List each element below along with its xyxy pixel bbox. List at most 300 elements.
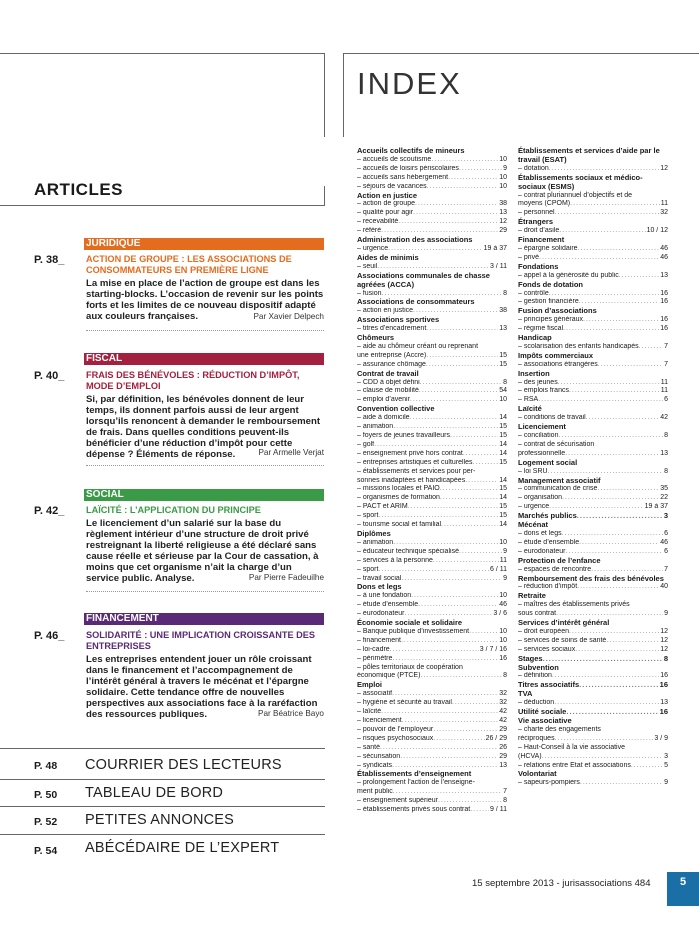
index-entry-label: – gestion financière xyxy=(518,298,579,306)
index-page-ref[interactable]: 10 xyxy=(499,173,507,181)
index-entry-label: – urgence xyxy=(357,244,389,252)
index-leader-dots xyxy=(473,459,499,468)
index-page-ref[interactable]: 5 xyxy=(664,761,668,769)
index-page-ref[interactable]: 16 xyxy=(499,654,507,662)
index-entry-label: – eurodonateur xyxy=(357,610,405,618)
index-entry xyxy=(518,200,668,209)
index-entry xyxy=(518,290,668,299)
index-entry-label: – foyers de jeunes travailleurs xyxy=(357,432,450,439)
article-author: Par Béatrice Bayo xyxy=(258,709,324,718)
index-page-ref[interactable]: 14 xyxy=(499,521,507,529)
index-entry xyxy=(357,432,507,441)
article-page-ref[interactable]: P. 46_ xyxy=(34,630,65,642)
index-page-ref[interactable]: 11 xyxy=(660,200,668,208)
index-page-ref[interactable]: 46 xyxy=(660,538,668,546)
index-entry-label: – missions locales et PAIO xyxy=(357,485,440,493)
index-entry-label: moyens (CPOM) xyxy=(518,200,571,208)
index-heading: Protection de l’enfance xyxy=(518,555,601,565)
index-leader-dots xyxy=(559,227,645,236)
index-page-ref[interactable]: 3 xyxy=(664,752,668,760)
index-entry xyxy=(357,699,507,708)
index-entry-label: – organisation xyxy=(518,494,562,502)
index-page-ref[interactable]: 32 xyxy=(660,209,668,217)
index-page-ref[interactable]: 22 xyxy=(660,494,668,502)
index-page-ref[interactable]: 3 / 7 / 16 xyxy=(479,645,507,653)
articles-title: ARTICLES xyxy=(34,180,123,199)
index-entry xyxy=(518,387,668,396)
index-page-ref[interactable]: 15 xyxy=(499,485,507,493)
index-page-ref[interactable]: 7 xyxy=(664,342,668,350)
index-page-ref[interactable]: 8 xyxy=(664,432,668,439)
index-entry-label: – laïcité xyxy=(357,708,382,716)
index-entry-label: – dons et legs xyxy=(518,529,562,537)
article-page-ref[interactable]: P. 40_ xyxy=(34,370,65,382)
index-leader-dots xyxy=(580,779,663,788)
index-page-ref[interactable]: 16 xyxy=(660,298,668,306)
rubrique-page-ref[interactable]: P. 48 xyxy=(34,760,58,772)
index-heading: Logement social xyxy=(518,457,578,467)
index-leader-dots xyxy=(459,548,502,557)
index-entry xyxy=(357,379,507,388)
index-page-ref[interactable]: 16 xyxy=(660,289,668,297)
index-page-ref[interactable]: 42 xyxy=(660,414,668,422)
index-page-ref[interactable]: 15 xyxy=(499,458,507,466)
index-heading: Volontariat xyxy=(518,769,557,779)
index-entry xyxy=(357,708,507,717)
article-title[interactable]: ACTION DE GROUPE : LES ASSOCIATIONS DE CONSOMMATEURS EN PREMIÈRE LIGNE xyxy=(86,254,292,275)
index-page-ref[interactable]: 9 / 11 xyxy=(490,806,507,814)
articles-divider-tick xyxy=(324,186,325,206)
index-heading: Associations sportives xyxy=(357,315,440,325)
index-entry-label: – enseignement privé hors contrat xyxy=(357,449,463,457)
index-entry-label: – référé xyxy=(357,227,382,235)
index-leader-dots xyxy=(398,218,498,227)
index-leader-dots xyxy=(577,512,663,521)
index-page-ref[interactable]: 15 xyxy=(499,503,507,511)
index-entry-line: – aide au chômeur créant ou reprenant xyxy=(357,342,479,350)
rubrique-page-ref[interactable]: P. 52 xyxy=(34,816,58,828)
index-entry-line: – contrat pluriannuel d’objectifs et de xyxy=(518,191,633,199)
index-leader-dots xyxy=(410,414,499,423)
index-page-ref[interactable]: 11 xyxy=(660,387,668,395)
index-entry-label: réciproques xyxy=(518,734,555,742)
index-leader-dots xyxy=(390,646,479,655)
index-entry xyxy=(357,646,507,655)
index-entry-label: – éducateur technique spécialisé xyxy=(357,547,459,555)
top-left-frame xyxy=(0,53,325,137)
index-entry-label: – relations entre État et associations xyxy=(518,761,631,769)
index-page-ref[interactable]: 6 xyxy=(664,547,668,555)
rubrique-title[interactable]: TABLEAU DE BORD xyxy=(85,785,224,801)
index-entry xyxy=(357,512,507,521)
index-page-ref[interactable]: 10 xyxy=(499,538,507,546)
index-page-ref[interactable]: 38 xyxy=(499,307,507,315)
index-entry-label: – licenciement xyxy=(357,717,402,724)
index-entry-label: – services sociaux xyxy=(518,645,576,653)
index-page-ref[interactable]: 14 xyxy=(499,494,507,502)
index-page-ref[interactable]: 46 xyxy=(499,601,507,609)
rubrique-divider xyxy=(0,748,325,749)
section-label-social: SOCIAL xyxy=(84,489,324,501)
rubrique-divider xyxy=(0,779,325,780)
index-page-ref[interactable]: 16 xyxy=(659,681,668,690)
article-author: Par Xavier Delpech xyxy=(253,312,324,321)
index-entry-label: – aide à domicile xyxy=(357,414,410,422)
index-title: INDEX xyxy=(357,66,462,101)
index-page-ref[interactable]: 8 xyxy=(663,654,668,663)
index-leader-dots xyxy=(381,708,498,717)
index-page-ref[interactable]: 13 xyxy=(660,699,668,707)
index-page-ref[interactable]: 10 xyxy=(499,155,507,163)
index-page-ref[interactable]: 35 xyxy=(660,485,668,493)
index-page-ref[interactable]: 3 xyxy=(663,512,668,521)
index-leader-dots xyxy=(575,646,659,655)
index-leader-dots xyxy=(431,156,498,165)
index-leader-dots xyxy=(440,494,498,503)
index-entry xyxy=(357,494,507,503)
index-entry-label: – action en justice xyxy=(357,307,414,315)
index-page-ref[interactable]: 6 / 11 xyxy=(490,565,507,573)
index-leader-dots xyxy=(401,575,502,584)
index-heading: Laïcité xyxy=(518,404,542,414)
index-page-ref[interactable]: 29 xyxy=(499,752,507,760)
index-page-ref[interactable]: 42 xyxy=(499,708,507,716)
index-page-ref[interactable]: 14 xyxy=(499,476,507,484)
index-leader-dots xyxy=(569,387,660,396)
index-page-ref[interactable]: 11 xyxy=(499,556,507,564)
index-page-ref[interactable]: 15 xyxy=(499,351,507,359)
index-leader-dots xyxy=(538,396,663,405)
index-entry-label: – assurance chômage xyxy=(357,360,426,368)
index-entry xyxy=(357,387,507,396)
index-page-ref[interactable]: 12 xyxy=(660,164,668,172)
index-page-ref[interactable]: 13 xyxy=(499,761,507,769)
index-leader-dots xyxy=(419,387,498,396)
article-page-ref[interactable]: P. 42_ xyxy=(34,505,65,517)
index-entry-label: – personnel xyxy=(518,209,555,217)
index-entry-label: – clause de mobilité xyxy=(357,387,419,395)
rubrique-title[interactable]: PETITES ANNONCES xyxy=(85,812,235,828)
index-entry-label: – recevabilité xyxy=(357,218,399,226)
index-leader-dots xyxy=(408,503,499,512)
index-entry xyxy=(357,200,507,209)
index-leader-dots xyxy=(542,753,664,762)
index-page-ref[interactable]: 46 xyxy=(660,244,668,252)
index-entry xyxy=(357,557,507,566)
index-heading: Vie associative xyxy=(518,716,572,725)
index-page-ref[interactable]: 13 xyxy=(660,449,668,457)
index-entry-label: – appel à la générosité du public xyxy=(518,271,619,279)
index-page-ref[interactable]: 10 xyxy=(499,592,507,600)
index-leader-dots xyxy=(566,708,658,717)
index-entry-label: – tourisme social et familial xyxy=(357,521,442,529)
index-page-ref[interactable]: 12 xyxy=(499,218,507,226)
index-leader-dots xyxy=(578,245,660,254)
index-leader-dots xyxy=(558,432,663,441)
index-entry-label: – des jeunes xyxy=(518,378,558,386)
index-page-ref[interactable]: 7 xyxy=(503,788,507,796)
index-entry-label: – travail social xyxy=(357,574,402,582)
index-heading: Financement xyxy=(518,235,565,245)
index-page-ref[interactable]: 15 xyxy=(499,423,507,431)
index-page-ref[interactable]: 29 xyxy=(499,725,507,733)
index-leader-dots xyxy=(420,672,502,681)
index-entry-label: – séjours de vacances xyxy=(357,182,427,190)
index-leader-dots xyxy=(433,557,499,566)
index-entry xyxy=(357,797,507,806)
index-page-ref[interactable]: 10 xyxy=(499,627,507,635)
index-page-ref[interactable]: 9 xyxy=(503,547,507,555)
index-entry-label: – accueils de scoutisme xyxy=(357,155,432,163)
index-page-ref[interactable]: 8 xyxy=(664,467,668,475)
index-page-ref[interactable]: 10 / 12 xyxy=(646,227,668,235)
index-page-ref[interactable]: 9 xyxy=(503,164,507,172)
index-page-ref[interactable]: 10 xyxy=(499,396,507,404)
index-leader-dots xyxy=(441,521,498,530)
index-entry xyxy=(357,788,507,797)
index-entry xyxy=(357,414,507,423)
index-page-ref[interactable]: 19 à 37 xyxy=(644,503,668,511)
index-entry xyxy=(357,592,507,601)
index-leader-dots xyxy=(393,539,498,548)
article-summary: Les entreprises entendent jouer un rôle croissant dans le financement et l’accompagnement de l’intérêt général à travers le mécénat et l’épargne solidaire. Cette tendance offre de nouvelles perspectives aux associations face à la raréfaction des ressources publiques. xyxy=(86,654,318,720)
index-entry-label: ment public xyxy=(357,788,393,796)
index-heading: Fondations xyxy=(518,261,559,271)
index-page-ref[interactable]: 7 xyxy=(664,565,668,573)
index-leader-dots xyxy=(393,788,502,797)
index-leader-dots xyxy=(583,316,659,325)
index-page-ref[interactable]: 54 xyxy=(499,387,507,395)
index-page-ref[interactable]: 14 xyxy=(499,440,507,448)
index-entry-label: – réduction d’impôt xyxy=(518,583,578,591)
index-heading: Fusion d’associations xyxy=(518,306,597,316)
index-entry-line: – établissements et services pour per- xyxy=(357,467,476,475)
article-summary: La mise en place de l’action de groupe est dans les starting-blocks. L’occasion de revenir sur les points forts et les limites de ce nouveau dispositif adapté aux couleurs françaises. xyxy=(86,278,324,322)
index-page-ref[interactable]: 10 xyxy=(499,182,507,190)
index-page-ref[interactable]: 7 xyxy=(664,360,668,368)
index-leader-dots xyxy=(378,566,489,575)
index-leader-dots xyxy=(401,637,498,646)
index-entry xyxy=(357,174,507,183)
index-leader-dots xyxy=(586,414,659,423)
index-heading: Retraite xyxy=(518,591,546,601)
index-page-ref[interactable]: 10 xyxy=(499,636,507,644)
index-entry-label: – étude d’ensemble xyxy=(357,601,419,609)
index-entry xyxy=(357,156,507,165)
index-entry xyxy=(357,753,507,762)
index-entry-label: – principes généraux xyxy=(518,316,583,324)
index-page-ref[interactable]: 32 xyxy=(499,690,507,698)
index-leader-dots xyxy=(555,209,660,218)
index-entry xyxy=(357,477,507,486)
index-column-right xyxy=(518,147,668,788)
index-entry xyxy=(357,806,507,815)
index-entry-label: – entreprises artistiques et culturelles xyxy=(357,458,473,466)
index-entry-label: sonnes inadaptées et handicapées xyxy=(357,476,466,484)
index-heading: Subvention xyxy=(518,662,559,672)
index-entry xyxy=(357,165,507,174)
index-heading: Dons et legs xyxy=(357,582,402,592)
article-title[interactable]: FRAIS DES BÉNÉVOLES : RÉDUCTION D’IMPÔT, MODE D’EMPLOI xyxy=(86,370,300,391)
index-entry-label: – Banque publique d’investissement xyxy=(357,627,470,635)
index-page-ref[interactable]: 8 xyxy=(503,797,507,805)
index-leader-dots xyxy=(452,699,498,708)
index-entry-label: – régime fiscal xyxy=(518,325,564,333)
index-page-ref[interactable]: 26 xyxy=(499,743,507,751)
index-page-ref[interactable]: 6 xyxy=(664,529,668,537)
index-leader-dots xyxy=(400,753,498,762)
index-entry-label: – financement xyxy=(357,636,401,644)
index-leader-dots xyxy=(392,690,498,699)
index-entry xyxy=(518,432,668,441)
index-page-ref[interactable]: 16 xyxy=(660,672,668,680)
index-page-ref[interactable]: 13 xyxy=(660,271,668,279)
index-heading: Établissements et services d’aide par le travail (ESAT) xyxy=(518,146,660,164)
index-page-ref[interactable]: 12 xyxy=(660,645,668,653)
index-entry-label: – espaces de rencontre xyxy=(518,565,592,573)
index-leader-dots xyxy=(426,352,498,361)
article-title[interactable]: LAÏCITÉ : L’APPLICATION DU PRINCIPE xyxy=(86,505,261,515)
index-entry xyxy=(518,628,668,637)
rubrique-page-ref[interactable]: P. 50 xyxy=(34,789,58,801)
index-page-ref[interactable]: 26 / 29 xyxy=(485,734,507,742)
section-label-fiscal: FISCAL xyxy=(84,353,324,365)
index-entry xyxy=(518,637,668,646)
index-entry-label: sous contrat xyxy=(518,610,557,618)
index-entry-label: – animation xyxy=(357,423,394,431)
index-entry-label: – syndicats xyxy=(357,761,393,769)
index-entry-label: – emploi d’avenir xyxy=(357,396,410,404)
index-heading-label: Stages xyxy=(518,654,543,663)
index-heading: Remboursement des frais des bénévoles xyxy=(518,573,664,583)
index-entry-label: – accueils de loisirs périscolaires xyxy=(357,164,459,172)
index-page-ref[interactable]: 8 xyxy=(503,378,507,386)
index-leader-dots xyxy=(597,485,659,494)
index-leader-dots xyxy=(579,681,659,690)
index-heading: Aides de minimis xyxy=(357,252,419,262)
index-page-ref[interactable]: 9 xyxy=(664,610,668,618)
index-page-ref[interactable]: 16 xyxy=(660,316,668,324)
index-page-ref[interactable]: 38 xyxy=(499,200,507,208)
index-page-ref[interactable]: 16 xyxy=(660,325,668,333)
rubrique-page-ref[interactable]: P. 54 xyxy=(34,845,58,857)
index-page-ref[interactable]: 14 xyxy=(499,449,507,457)
index-page-ref[interactable]: 13 xyxy=(499,325,507,333)
index-page-ref[interactable]: 46 xyxy=(660,253,668,261)
index-entry xyxy=(357,441,507,450)
index-heading: Établissements sociaux et médico-sociaux (ESMS) xyxy=(518,172,643,191)
index-leader-dots xyxy=(631,762,663,771)
index-entry-label: – pouvoir de l’employeur xyxy=(357,725,434,733)
index-heading-label: Titres associatifs xyxy=(518,681,580,690)
index-entry xyxy=(518,779,668,788)
index-heading: Mécénat xyxy=(518,520,549,530)
index-entry-line: – prolongement l’action de l’enseigne- xyxy=(357,779,475,787)
rubrique-title[interactable]: COURRIER DES LECTEURS xyxy=(85,757,282,773)
index-entry-label: – scolarisation des enfants handicapés xyxy=(518,342,639,350)
article-page-ref[interactable]: P. 38_ xyxy=(34,254,65,266)
index-entry xyxy=(518,316,668,325)
index-entry-label: – hygiène et sécurité au travail xyxy=(357,699,452,707)
index-page-ref[interactable]: 32 xyxy=(499,699,507,707)
index-entry-label: professionnelle xyxy=(518,449,566,457)
section-label-financement: FINANCEMENT xyxy=(84,613,324,625)
index-page-ref[interactable]: 9 xyxy=(664,779,668,787)
index-page-ref[interactable]: 6 xyxy=(664,396,668,404)
index-page-ref[interactable]: 8 xyxy=(503,672,507,680)
index-page-ref[interactable]: 29 xyxy=(499,227,507,235)
index-leader-dots xyxy=(415,200,498,209)
index-heading: Administration des associations xyxy=(357,235,473,245)
footer-issue-info: 15 septembre 2013 - jurisassociations 484 xyxy=(472,878,651,889)
index-page-ref[interactable]: 3 / 9 xyxy=(654,734,668,742)
index-entry-label: – organismes de formation xyxy=(357,494,440,502)
index-entry xyxy=(518,753,668,762)
rubrique-title[interactable]: ABÉCÉDAIRE DE L’EXPERT xyxy=(85,840,280,856)
index-entry-label: – PACT et ARIM xyxy=(357,503,408,511)
index-leader-dots xyxy=(380,744,498,753)
index-leader-dots xyxy=(555,735,654,744)
article-summary: Si, par définition, les bénévoles donnent de leur temps, ils donnent parfois aussi de leur argent lorsqu’ils renoncent à demander le remboursement de frais. Dans quelles conditions peuvent-ils bénéficier d’une réduction d’impôt pour cette dépense ? Éléments de réponse. xyxy=(86,394,321,460)
index-heading: TVA xyxy=(518,689,533,699)
index-heading: Associations communales de chasse agréées (ACCA) xyxy=(357,270,490,289)
index-entry xyxy=(518,672,668,681)
index-page-ref[interactable]: 15 xyxy=(499,360,507,368)
index-entry-label: – animation xyxy=(357,538,394,546)
index-page-ref[interactable]: 15 xyxy=(499,512,507,520)
index-leader-dots xyxy=(433,726,498,735)
index-page-ref[interactable]: 3 / 11 xyxy=(490,262,507,270)
index-entry-label: – épargne solidaire xyxy=(518,244,578,252)
article-title[interactable]: SOLIDARITÉ : UNE IMPLICATION CROISSANTE DES ENTREPRISES xyxy=(86,630,316,651)
index-page-ref[interactable]: 11 xyxy=(660,378,668,386)
index-entry xyxy=(518,539,668,548)
index-entry-label: – associations étrangères xyxy=(518,360,598,368)
index-page-ref[interactable]: 14 xyxy=(499,414,507,422)
index-entry-label: – droit d’asile xyxy=(518,227,560,235)
footer-page-number: 5 xyxy=(667,872,699,906)
index-entry xyxy=(357,744,507,753)
index-page-ref[interactable]: 8 xyxy=(503,289,507,297)
index-page-ref[interactable]: 3 / 6 xyxy=(493,610,507,618)
index-page-ref[interactable]: 15 xyxy=(499,432,507,439)
index-leader-dots xyxy=(543,655,663,664)
index-leader-dots xyxy=(426,361,498,370)
index-leader-dots xyxy=(420,379,502,388)
index-entry xyxy=(357,539,507,548)
index-heading: Convention collective xyxy=(357,404,435,414)
index-leader-dots xyxy=(463,450,498,459)
index-page-ref[interactable]: 13 xyxy=(499,209,507,217)
index-page-ref[interactable]: 16 xyxy=(659,708,668,717)
index-page-ref[interactable]: 12 xyxy=(660,636,668,644)
index-heading: Diplômes xyxy=(357,528,391,538)
index-entry-label: – loi SRU xyxy=(518,467,548,475)
index-entry-label: – droit européen xyxy=(518,627,569,635)
index-heading: Management associatif xyxy=(518,475,601,485)
index-page-ref[interactable]: 42 xyxy=(499,717,507,724)
index-page-ref[interactable]: 12 xyxy=(660,627,668,635)
index-page-ref[interactable]: 19 à 37 xyxy=(483,244,507,252)
index-page-ref[interactable]: 9 xyxy=(503,574,507,582)
index-entry-label: – eurodonateur xyxy=(518,547,566,555)
index-entry xyxy=(357,352,507,361)
index-entry-label: (HCVA) xyxy=(518,752,542,760)
index-page-ref[interactable]: 40 xyxy=(660,583,668,591)
index-leader-dots xyxy=(549,503,644,512)
index-entry-label: – urgence xyxy=(518,503,550,511)
index-leader-dots xyxy=(552,672,659,681)
